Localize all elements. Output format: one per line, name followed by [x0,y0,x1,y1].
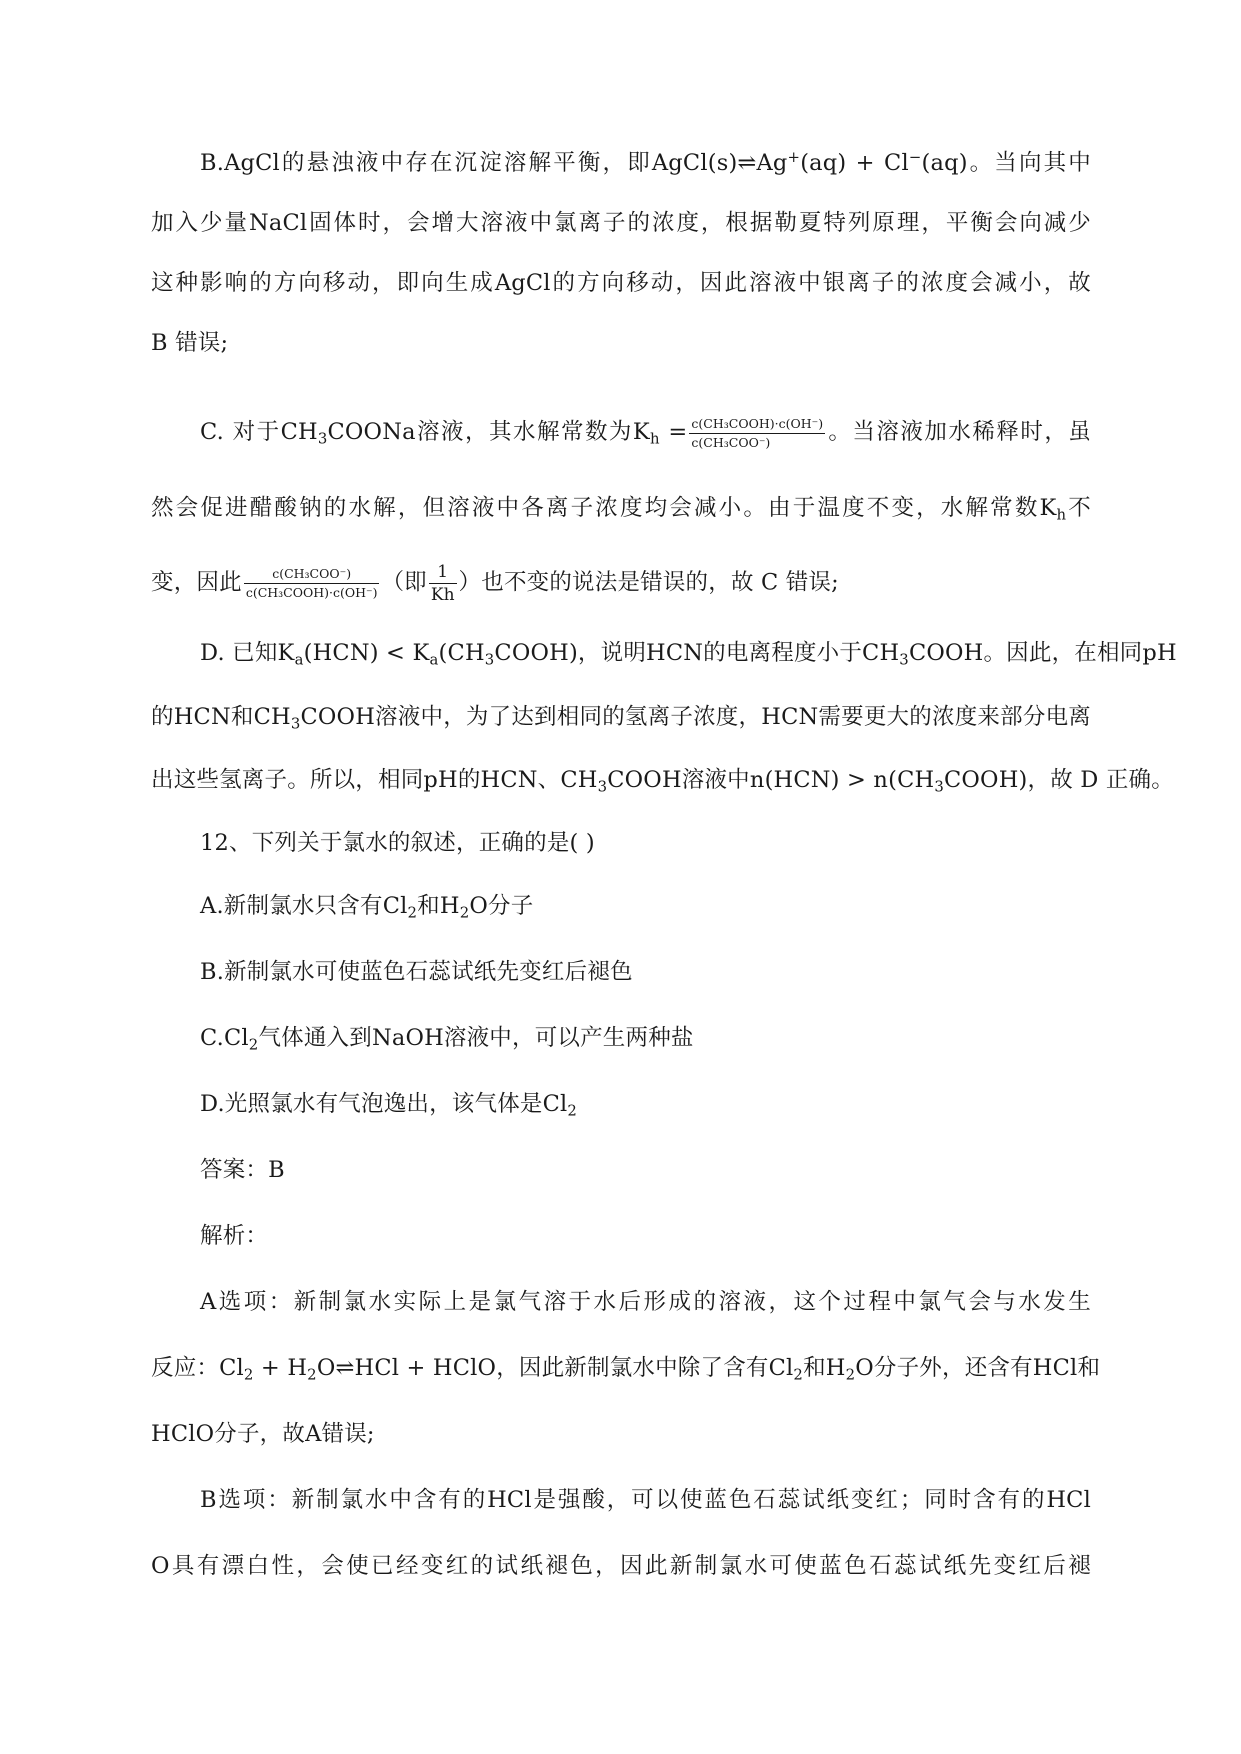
paragraph-b-line-4: B 错误; [151,330,229,356]
analysis-a-line-2: 反应：$Cl_2$ + $H_2O\rightleftharpoons HCl$ + HClO，因此新制氯水中除了含有$Cl_2$和$H_2O$分子外，还含有HCl和 [151,1355,1101,1384]
analysis-b-line-1: B选项：新制氯水中含有的HCl是强酸，可以使蓝色石蕊试纸变红；同时含有的HCl [200,1487,1091,1513]
paragraph-c-line-3: 变，因此 $\frac{\text{c(CH₃COO⁻)}}{\text{c(CH₃COOH)·c(OH⁻)}}$ （即 $\frac{1}{Kh}$ ）也不变的说法是错误的，故 C 错误; [151,562,839,605]
paragraph-d-line-1: D. 已知$K_a(HCN)$ < $K_a(CH_3COOH)$，说明HCN的电离程度小于$CH_3COOH$。因此，在相同pH [200,640,1177,669]
option-d: D.光照氯水有气泡逸出，该气体是$Cl_2$ [200,1091,578,1120]
ion-ratio-fraction: $\frac{\text{c(CH₃COO⁻)}}{\text{c(CH₃COOH)·c(OH⁻)}}$ [245,566,378,600]
paragraph-c-line-1: C. 对于$CH_3COONa$溶液，其水解常数为$K_h$ = $\frac{\text{c(CH₃COOH)·c(OH⁻)}}{\text{c(CH₃COO⁻)}}$ 。当溶液加水稀释时，虽 [200,415,1092,450]
answer: 答案：B [200,1157,285,1183]
paragraph-b-line-2: 加入少量NaCl固体时，会增大溶液中氯离子的浓度，根据勒夏特列原理，平衡会向减少 [151,210,1091,236]
paragraph-d-line-3: 出这些氢离子。所以，相同pH的HCN、$CH_3COOH$溶液中$n(HCN) > n(CH_3COOH)$，故 D 正确。 [151,767,1174,796]
analysis-label: 解析： [200,1223,269,1249]
question-stem: 12、下列关于氯水的叙述，正确的是( ) [200,830,595,856]
paragraph-b-line-3: 这种影响的方向移动，即向生成AgCl的方向移动，因此溶液中银离子的浓度会减小，故 [151,270,1091,296]
paragraph-b-line-1: B.AgCl的悬浊液中存在沉淀溶解平衡，即AgCl(s)⇌Ag+(aq) + Cl−(aq)。当向其中 [200,147,1091,176]
hydrolysis-constant-fraction: $\frac{\text{c(CH₃COOH)·c(OH⁻)}}{\text{c(CH₃COO⁻)}}$ [691,415,824,450]
inverse-kh-fraction: $\frac{1}{Kh}$ [430,562,455,605]
paragraph-c-line-2: 然会促进醋酸钠的水解，但溶液中各离子浓度均会减小。由于温度不变，水解常数$K_h$不 [151,495,1091,524]
paragraph-d-line-2: 的HCN和$CH_3COOH$溶液中，为了达到相同的氢离子浓度，HCN需要更大的浓度来部分电离 [151,704,1091,733]
option-b: B.新制氯水可使蓝色石蕊试纸先变红后褪色 [200,959,633,985]
option-a: A.新制氯水只含有$Cl_2$和$H_2O$分子 [200,893,534,922]
analysis-b-line-2: O具有漂白性，会使已经变红的试纸褪色，因此新制氯水可使蓝色石蕊试纸先变红后褪 [151,1553,1091,1579]
analysis-a-line-3: HClO分子，故A错误; [151,1421,375,1447]
option-c: $C.Cl_2$气体通入到NaOH溶液中，可以产生两种盐 [200,1025,694,1054]
analysis-a-line-1: A选项：新制氯水实际上是氯气溶于水后形成的溶液，这个过程中氯气会与水发生 [200,1289,1091,1315]
